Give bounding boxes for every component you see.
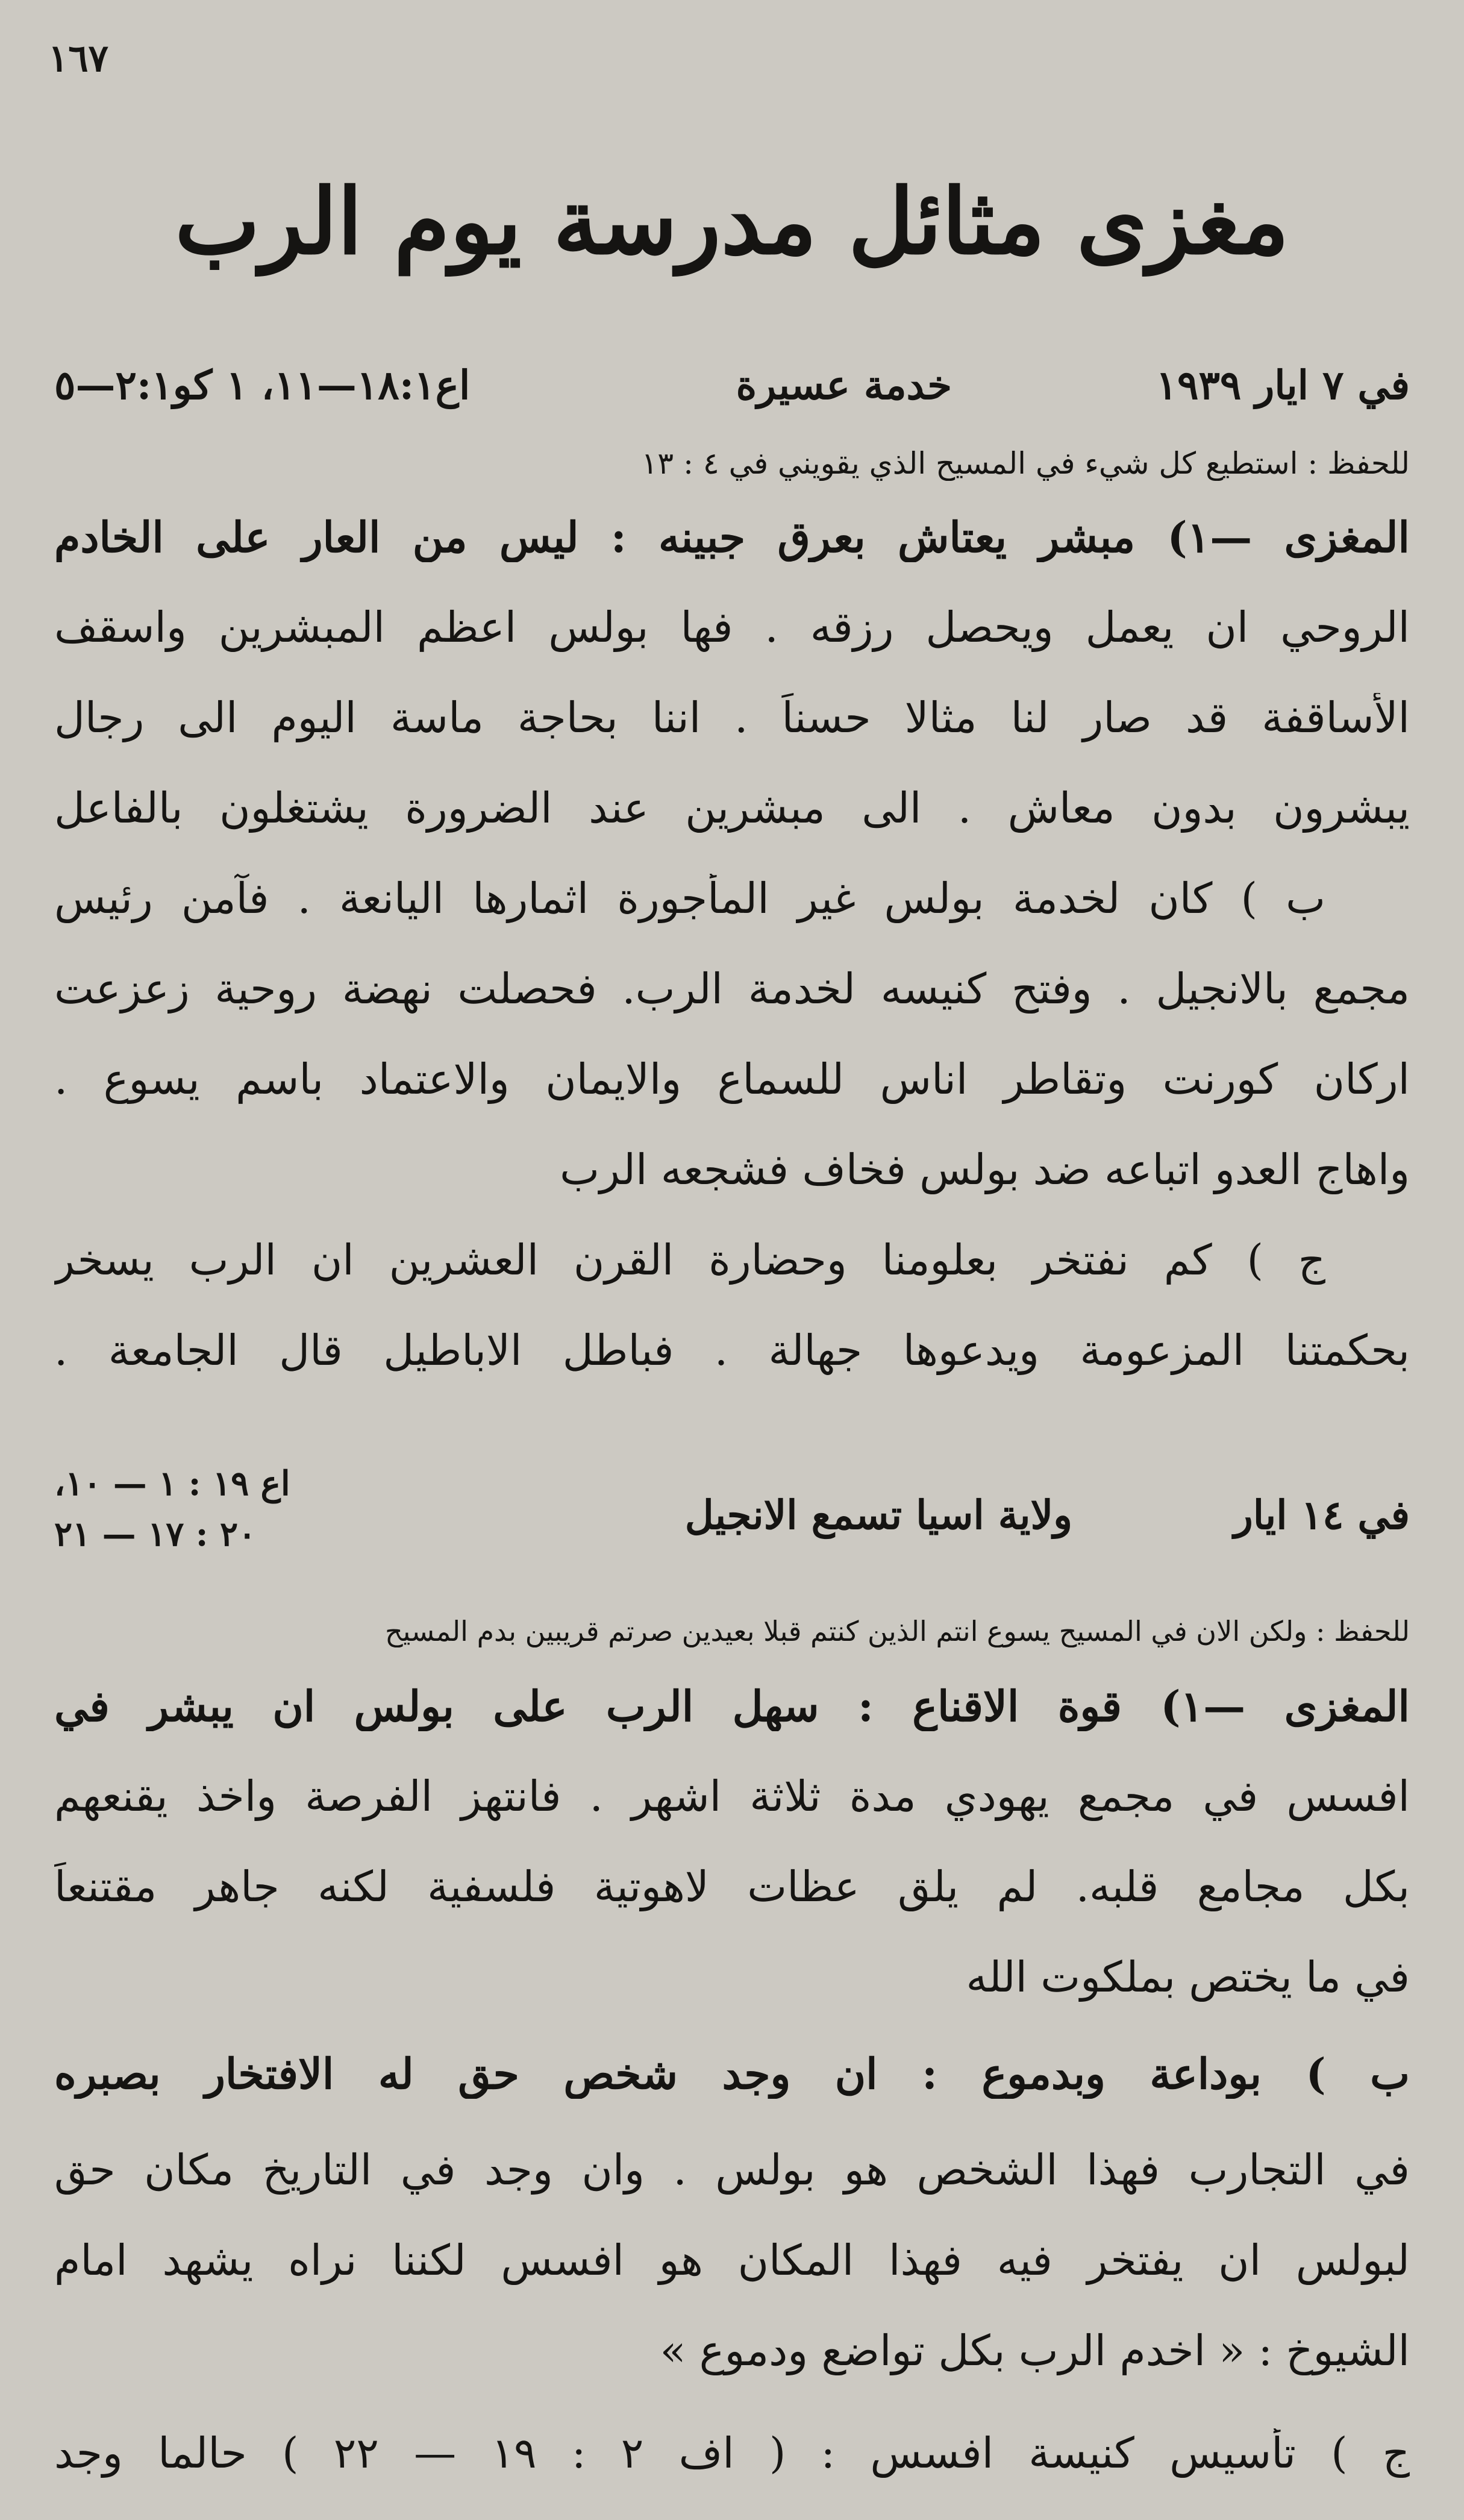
lesson1-line: الروحي ان يعمل ويحصل رزقه . فها بولس اعظم المبشرين واسقف <box>54 603 1410 652</box>
lesson1-line: ج ) كم نفتخر بعلومنا وحضارة القرن العشرين ان الرب يسخر <box>54 1235 1325 1285</box>
lesson2-reference-line2: ٢٠ : ١٧ — ٢١ <box>54 1514 257 1554</box>
lesson1-line: المغزى —١) مبشر يعتاش بعرق جبينه : ليس من العار على الخادم <box>54 512 1410 562</box>
lesson2-line: ب ) بوداعة وبدموع : ان وجد شخص حق له الافتخار بصبره <box>54 2049 1410 2099</box>
lesson2-reference <box>54 1458 290 1559</box>
lesson2-line: في التجارب فهذا الشخص هو بولس . وان وجد في التاريخ مكان حق <box>54 2145 1410 2195</box>
lesson2-line: في ما يختص بملكوت الله <box>966 1952 1410 2002</box>
lesson2-memory-verse: للحفظ : ولكن الان في المسيح يسوع انتم الذين كنتم قبلا بعيدين صرتم قريبين بدم المسيح <box>384 1615 1410 1647</box>
lesson2-reference-line1: اع ١٩ : ١ — ١٠، <box>54 1464 290 1503</box>
lesson2-line: افسس في مجمع يهودي مدة ثلاثة اشهر . فانتهز الفرصة واخذ يقنعهم <box>54 1772 1410 1821</box>
lesson2-line: الشيوخ : « اخدم الرب بكل تواضع ودموع » <box>660 2326 1410 2375</box>
lesson2-line: ج ) تأسيس كنيسة افسس : ( اف ٢ : ١٩ — ٢٢ ) حالما وجد <box>54 2428 1410 2478</box>
lesson1-line: ب ) كان لخدمة بولس غير المأجورة اثمارها اليانعة . فآمن رئيس <box>54 874 1325 923</box>
lesson1-topic: خدمة عسيرة <box>736 362 952 409</box>
lesson1-line: الأساقفة قد صار لنا مثالا حسناً . اننا بحاجة ماسة اليوم الى رجال <box>54 693 1410 742</box>
lesson1-date: في ٧ ايار ١٩٣٩ <box>1156 362 1410 409</box>
lesson1-line: اركان كورنت وتقاطر اناس للسماع والايمان والاعتماد باسم يسوع . <box>54 1055 1410 1104</box>
lesson2-line: المغزى —١) قوة الاقناع : سهل الرب على بولس ان يبشر في <box>54 1681 1410 1731</box>
lesson1-memory-verse: للحفظ : استطيع كل شيء في المسيح الذي يقويني في ٤ : ١٣ <box>641 446 1410 481</box>
lesson2-topic: ولاية اسيا تسمع الانجيل <box>684 1491 1072 1538</box>
lesson1-line: بحكمتنا المزعومة ويدعوها جهالة . فباطل الاباطيل قال الجامعة . <box>54 1326 1410 1375</box>
lesson2-date: في ١٤ ايار <box>1233 1491 1410 1538</box>
lesson1-line: واهاج العدو اتباعه ضد بولس فخاف فشجعه الرب <box>560 1145 1410 1194</box>
page-number: ١٦٧ <box>48 36 108 80</box>
lesson2-header <box>54 1458 1410 1579</box>
lesson2-line: لبولس ان يفتخر فيه فهذا المكان هو افسس لكننا نراه يشهد امام <box>54 2236 1410 2285</box>
lesson1-header <box>54 362 1410 422</box>
lesson1-line: مجمع بالانجيل . وفتح كنيسه لخدمة الرب. فحصلت نهضة روحية زعزعت <box>54 964 1410 1014</box>
lesson1-line: يبشرون بدون معاش . الى مبشرين عند الضرورة يشتغلون بالفاعل <box>54 783 1410 833</box>
lesson1-reference: اع١٨:١—١١، ١ كو٢:١—٥ <box>54 362 471 409</box>
page-title: مغزى مثائل مدرسة يوم الرب <box>175 169 1289 275</box>
lesson2-line: بكل مجامع قلبه. لم يلق عظات لاهوتية فلسفية لكنه جاهر مقتنعاً <box>54 1862 1410 1911</box>
